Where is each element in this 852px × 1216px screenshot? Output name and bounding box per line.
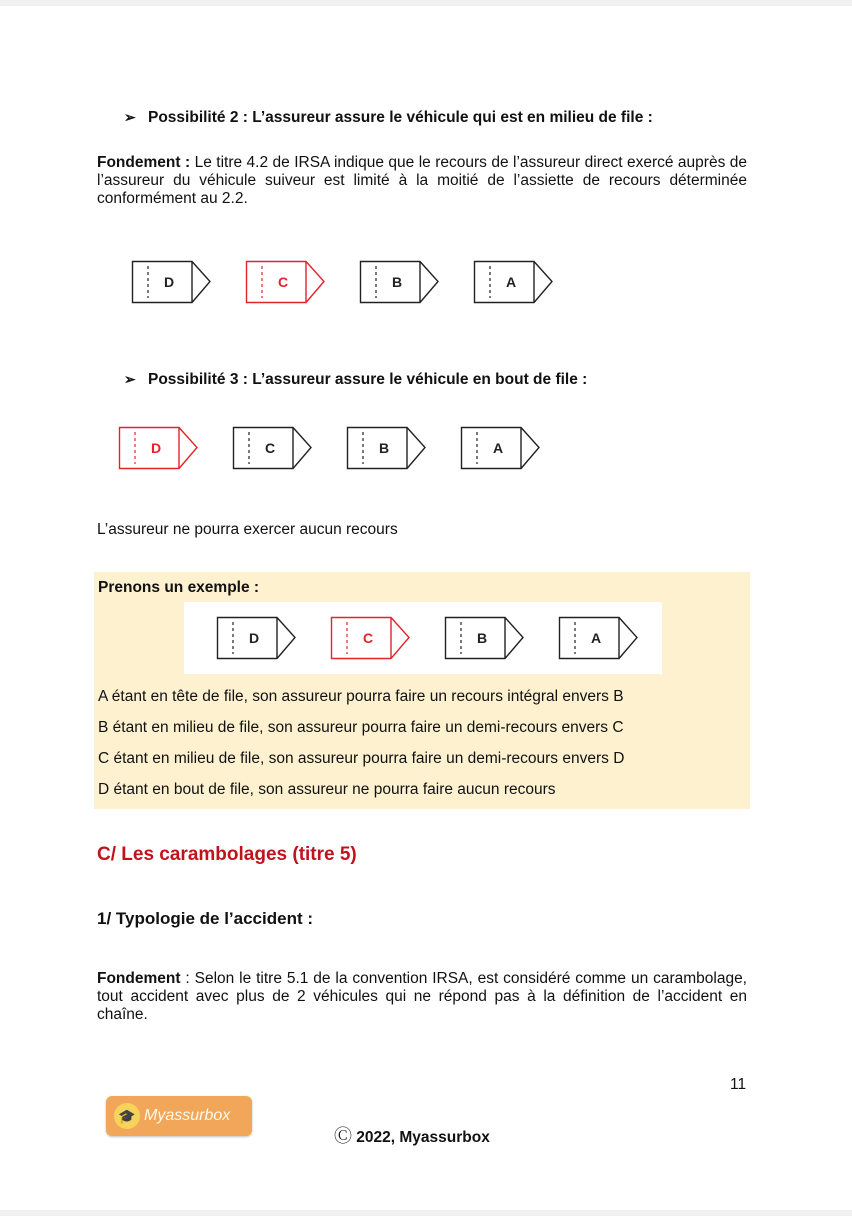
vehicle-label: D [163,274,175,290]
fondement-paragraph-1 [97,154,747,208]
example-title: Prenons un exemple : [98,579,260,596]
fondement-text: : Selon le titre 5.1 de la convention IRSA, est considéré comme un carambolage, tout accident avec plus de 2 véhicules qui ne répond pas à la définition de l’accident en chaîne. [97,970,747,1023]
vehicle-label: D [150,440,162,456]
vehicle-label: B [476,630,488,646]
vehicle-a-icon [473,260,554,304]
copyright-icon: Ⓒ [334,1126,352,1147]
vehicle-d-icon [118,426,199,470]
page-number: 11 [730,1076,747,1093]
copyright [334,1122,490,1148]
possibilite-3-heading [124,371,587,389]
car-queue-possibilite-3 [118,426,541,470]
bullet-arrow-icon: ➢ [124,371,136,387]
vehicle-b-icon [444,616,525,660]
vehicle-c-icon [245,260,326,304]
possibilite-3-title: Possibilité 3 : L’assureur assure le véhicule en bout de file : [148,371,588,388]
car-queue-possibilite-2 [131,260,554,304]
vehicle-a-icon [558,616,639,660]
possibilite-2-heading [124,109,653,127]
vehicle-b-icon [346,426,427,470]
car-queue-example [216,616,639,660]
copyright-text: 2022, Myassurbox [352,1129,490,1146]
document-page [0,6,852,1210]
conclusion-text: L’assureur ne pourra exercer aucun recours [97,521,398,538]
sub-title: 1/ Typologie de l’accident : [97,909,314,928]
vehicle-label: A [492,440,504,456]
vehicle-a-icon [460,426,541,470]
vehicle-label: C [362,630,374,646]
example-box [94,572,750,809]
example-line-c: C étant en milieu de file, son assureur pourra faire un demi-recours envers D [98,750,625,767]
vehicle-label: B [391,274,403,290]
possibilite-2-title: Possibilité 2 : L’assureur assure le véhicule qui est en milieu de file : [148,109,653,126]
vehicle-c-icon [330,616,411,660]
myassurbox-logo [106,1096,252,1136]
fondement-label: Fondement : [97,154,191,171]
fondement-text: Le titre 4.2 de IRSA indique que le recours de l’assureur direct exercé auprès de l’assureur du véhicule suiveur est limité à la moitié de l’assiette de recours déterminée conformément au 2.2. [97,154,748,207]
example-line-d: D étant en bout de file, son assureur ne pourra faire aucun recours [98,781,556,798]
example-figure [184,602,662,674]
logo-text: Myassurbox [144,1107,231,1124]
example-line-a: A étant en tête de file, son assureur pourra faire un recours intégral envers B [98,688,624,705]
fondement-label: Fondement [97,970,181,987]
section-title: C/ Les carambolages (titre 5) [97,844,357,865]
vehicle-label: D [248,630,260,646]
vehicle-d-icon [216,616,297,660]
fondement-paragraph-2 [97,970,747,1024]
vehicle-label: A [505,274,517,290]
vehicle-d-icon [131,260,212,304]
vehicle-label: C [277,274,289,290]
vehicle-label: A [590,630,602,646]
vehicle-b-icon [359,260,440,304]
example-line-b: B étant en milieu de file, son assureur pourra faire un demi-recours envers C [98,719,624,736]
bullet-arrow-icon: ➢ [124,109,136,125]
vehicle-label: C [264,440,276,456]
vehicle-label: B [378,440,390,456]
vehicle-c-icon [232,426,313,470]
graduation-cap-icon: 🎓 [114,1103,140,1129]
